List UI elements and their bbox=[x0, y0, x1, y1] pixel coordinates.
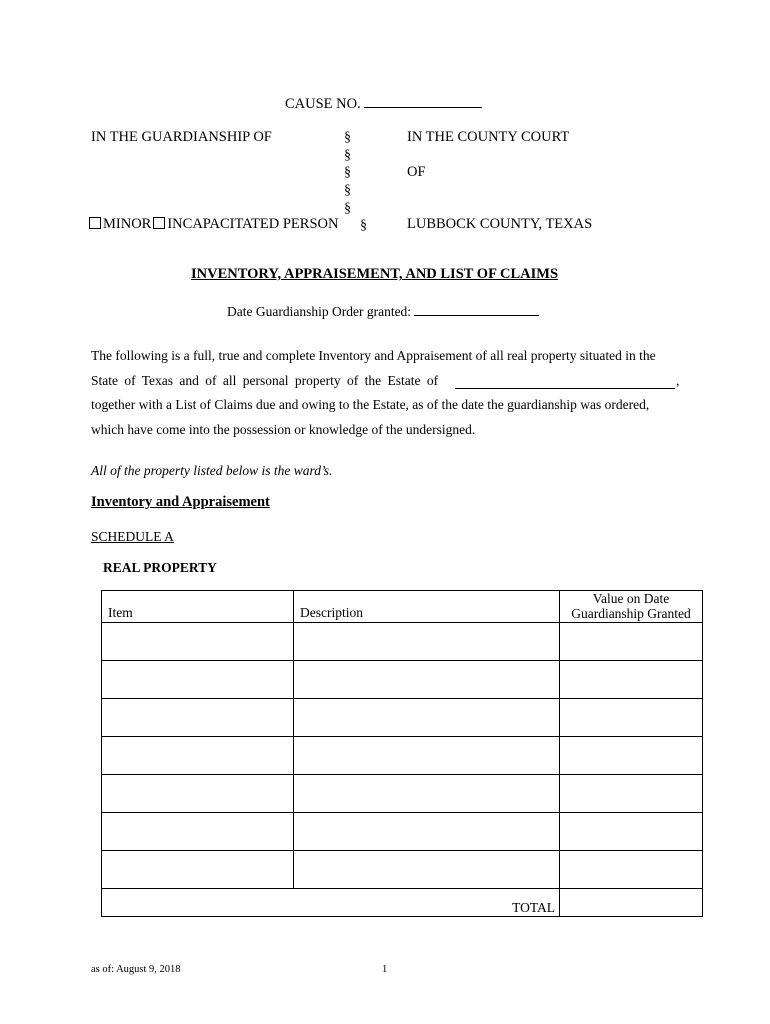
as-of-date: as of: August 9, 2018 bbox=[91, 964, 181, 975]
table-row bbox=[102, 699, 703, 737]
statement-line: together with a List of Claims due and owing to the Estate, as of the date the guardianship was ordered, bbox=[91, 397, 650, 412]
value-cell[interactable] bbox=[560, 661, 703, 699]
value-cell[interactable] bbox=[560, 775, 703, 813]
page-number: 1 bbox=[382, 964, 388, 975]
value-cell[interactable] bbox=[560, 699, 703, 737]
total-value-cell[interactable] bbox=[560, 889, 703, 917]
section-symbol: § bbox=[344, 165, 351, 180]
item-cell[interactable] bbox=[102, 661, 294, 699]
ward-property-note: All of the property listed below is the ward’s. bbox=[91, 463, 333, 478]
header-item: Item bbox=[108, 605, 133, 620]
cause-number-blank[interactable] bbox=[364, 93, 482, 108]
table-row bbox=[102, 775, 703, 813]
item-cell[interactable] bbox=[102, 737, 294, 775]
item-cell[interactable] bbox=[102, 851, 294, 889]
item-cell[interactable] bbox=[102, 623, 294, 661]
description-cell[interactable] bbox=[294, 851, 560, 889]
of-caption: OF bbox=[407, 164, 426, 180]
statement-line-text: State of Texas and of all personal property of the Estate of bbox=[91, 372, 439, 388]
description-cell[interactable] bbox=[294, 737, 560, 775]
header-value-cell bbox=[560, 591, 703, 623]
cause-number-line bbox=[285, 93, 482, 113]
date-granted-blank[interactable] bbox=[414, 301, 539, 316]
header-description: Description bbox=[300, 605, 363, 620]
header-value-line2: Guardianship Granted bbox=[571, 606, 691, 621]
minor-label: MINOR bbox=[103, 216, 152, 232]
value-cell[interactable] bbox=[560, 813, 703, 851]
incapacitated-checkbox[interactable] bbox=[153, 217, 165, 229]
statement-comma: , bbox=[676, 372, 680, 388]
value-cell[interactable] bbox=[560, 623, 703, 661]
section-symbol: § bbox=[360, 218, 367, 233]
inventory-heading: Inventory and Appraisement bbox=[91, 494, 270, 510]
minor-checkbox[interactable] bbox=[89, 217, 101, 229]
section-symbol: § bbox=[344, 183, 351, 198]
guardianship-caption: IN THE GUARDIANSHIP OF bbox=[91, 129, 272, 145]
header-value-line1: Value on Date bbox=[592, 591, 670, 606]
description-cell[interactable] bbox=[294, 775, 560, 813]
description-cell[interactable] bbox=[294, 699, 560, 737]
item-cell[interactable] bbox=[102, 775, 294, 813]
county-caption: LUBBOCK COUNTY, TEXAS bbox=[407, 216, 593, 232]
total-row bbox=[102, 889, 703, 917]
description-cell[interactable] bbox=[294, 661, 560, 699]
table-row bbox=[102, 737, 703, 775]
real-property-label: REAL PROPERTY bbox=[103, 560, 217, 575]
statement-line: which have come into the possession or knowledge of the undersigned. bbox=[91, 421, 476, 437]
value-cell[interactable] bbox=[560, 737, 703, 775]
incapacitated-label: INCAPACITATED PERSON bbox=[167, 216, 339, 232]
section-symbol: § bbox=[344, 130, 351, 145]
total-label-cell bbox=[102, 889, 560, 917]
statement-line bbox=[91, 369, 681, 394]
date-granted-label: Date Guardianship Order granted: bbox=[227, 304, 412, 319]
section-symbol: § bbox=[344, 201, 351, 216]
ward-type-row bbox=[89, 216, 338, 233]
header-item-cell bbox=[102, 591, 294, 623]
table-row bbox=[102, 623, 703, 661]
table-row bbox=[102, 661, 703, 699]
header-description-cell bbox=[294, 591, 560, 623]
description-cell[interactable] bbox=[294, 813, 560, 851]
date-granted-line bbox=[227, 301, 539, 320]
cause-number-label: CAUSE NO. bbox=[285, 96, 361, 112]
inventory-statement bbox=[91, 344, 681, 442]
table-header-row bbox=[102, 591, 703, 623]
total-label: TOTAL bbox=[512, 900, 555, 915]
county-court-caption: IN THE COUNTY COURT bbox=[407, 129, 570, 145]
document-title: INVENTORY, APPRAISEMENT, AND LIST OF CLAIMS bbox=[191, 266, 559, 282]
estate-name-blank[interactable] bbox=[455, 374, 675, 389]
table-row bbox=[102, 813, 703, 851]
value-cell[interactable] bbox=[560, 851, 703, 889]
table-row bbox=[102, 851, 703, 889]
header-value bbox=[560, 591, 702, 622]
schedule-label: SCHEDULE A bbox=[91, 529, 174, 544]
real-property-table bbox=[101, 590, 703, 917]
item-cell[interactable] bbox=[102, 813, 294, 851]
description-cell[interactable] bbox=[294, 623, 560, 661]
statement-line: The following is a full, true and complete Inventory and Appraisement of all real property situated in the bbox=[91, 348, 656, 363]
item-cell[interactable] bbox=[102, 699, 294, 737]
section-symbol: § bbox=[344, 148, 351, 163]
